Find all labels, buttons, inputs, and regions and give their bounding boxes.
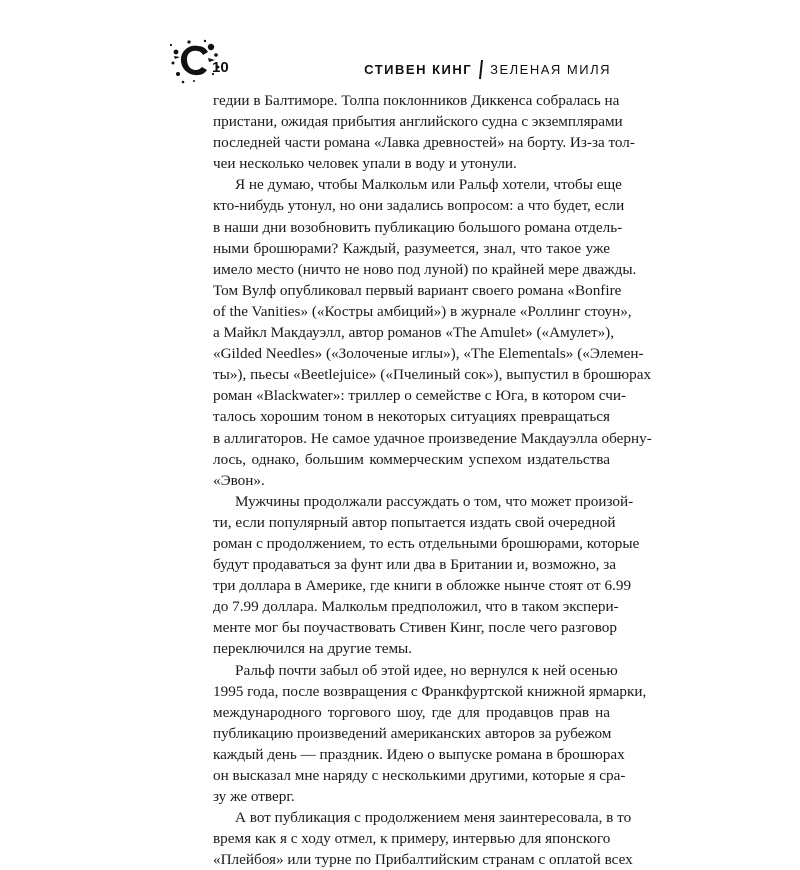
body-text (213, 90, 652, 870)
text-line: Том Вулф опубликовал первый вариант своего романа «Bonfire (213, 281, 622, 299)
text-line: переключился на другие темы. (213, 640, 413, 658)
text-line: каждый день — праздник. Идею о выпуске романа в брошюрах (213, 745, 625, 763)
text-line: чеи несколько человек упали в воду и утонули. (213, 155, 517, 173)
text-line: а Майкл Макдауэлл, автор романов «The Amulet» («Амулет»), (213, 324, 615, 342)
text-line: время как я с ходу отмел, к примеру, интервью для японского (213, 830, 611, 848)
text-line: 1995 года, после возвращения с Франкфуртской книжной ярмарки, (213, 682, 647, 700)
text-line: он высказал мне наряду с несколькими другими, которые я сра- (213, 767, 626, 784)
text-line: публикацию произведений американских авторов за рубежом (213, 724, 612, 742)
text-line: кто-нибудь утонул, но они задались вопросом: а что будет, если (213, 197, 625, 215)
text-line: в аллигаторов. Не самое удачное произведение Макдауэлла оберну- (213, 429, 652, 447)
text-line: будут продаваться за фунт или два в Британии и, возможно, за (213, 556, 617, 574)
running-head (364, 60, 611, 79)
text-line: роман с продолжением, то есть отдельными брошюрами, которые (213, 534, 640, 552)
text-line: Ральф почти забыл об этой идее, но вернулся к ней осенью (235, 661, 618, 679)
text-line: ти, если популярный автор попытается издать свой очередной (213, 513, 616, 531)
running-head-divider (479, 60, 483, 79)
text-line: талось хорошим тоном в некоторых ситуациях превращаться (213, 408, 610, 426)
text-line: ными брошюрами? Каждый, разумеется, знал, что такое уже (213, 239, 610, 257)
running-head-author: СТИВЕН КИНГ (364, 62, 473, 77)
text-line: имело место (ничто не ново под луной) по крайней мере дважды. (213, 260, 637, 278)
text-line: международного торгового шоу, где для продавцов прав на (213, 703, 610, 721)
text-line: «Gilded Needles» («Золоченые иглы»), «The Elementals» («Элемен- (213, 345, 644, 363)
text-line: в наши дни возобновить публикацию большого романа отдель- (213, 218, 623, 236)
text-line: три доллара в Америке, где книги в обложке нынче стоят от 6.99 (213, 577, 632, 595)
text-line: ты»), пьесы «Beetlejuice» («Пчелиный сок»), выпустил в брошюрах (213, 366, 652, 384)
text-line: менте мог бы поучаствовать Стивен Кинг, после чего разговор (213, 619, 617, 637)
text-line: гедии в Балтиморе. Толпа поклонников Диккенса собралась на (213, 92, 620, 109)
page-number: 10 (212, 59, 229, 76)
text-line: Мужчины продолжали рассуждать о том, что может произой- (235, 492, 634, 510)
text-line: до 7.99 доллара. Малкольм предположил, что в таком экспери- (213, 598, 619, 616)
text-line: «Плейбоя» или турне по Прибалтийским странам с оплатой всех (213, 851, 633, 869)
text-line: пристани, ожидая прибытия английского судна с экземплярами (213, 113, 623, 131)
text-line: зу же отверг. (213, 788, 295, 806)
running-head-title: ЗЕЛЕНАЯ МИЛЯ (490, 62, 611, 77)
text-line: А вот публикация с продолжением меня заинтересовала, в то (235, 809, 632, 827)
text-line: of the Vanities» («Костры амбиций») в журнале «Роллинг стоун», (213, 302, 632, 320)
text-line: Я не думаю, чтобы Малкольм или Ральф хотели, чтобы еще (235, 176, 622, 194)
text-line: последней части романа «Лавка древностей» на борту. Из-за тол- (213, 134, 635, 152)
text-line: лось, однако, большим коммерческим успехом издательства (213, 450, 610, 468)
text-line: роман «Blackwater»: триллер о семействе с Юга, в котором счи- (213, 387, 627, 405)
text-line: «Эвон». (213, 471, 265, 489)
